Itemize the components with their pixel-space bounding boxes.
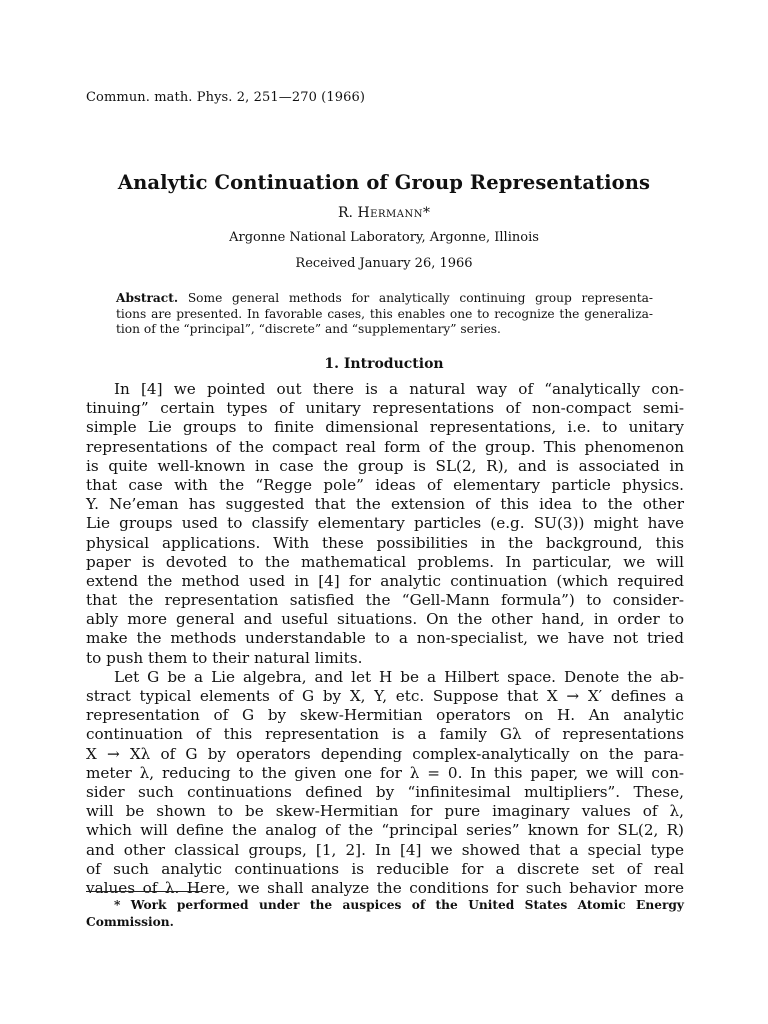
paragraph-line: representations of the compact real form of the group. This phenomenon — [86, 437, 684, 456]
paragraph-line: sider such continuations defined by “infinitesimal multipliers”. These, — [86, 782, 684, 801]
paragraph-line: is quite well-known in case the group is SL(2, R), and is associated in — [86, 456, 684, 475]
footnote-rule — [86, 891, 202, 892]
paragraph-line: physical applications. With these possibilities in the background, this — [86, 533, 684, 552]
footnote-line: * Work performed under the auspices of the United States Atomic Energy — [114, 898, 684, 912]
abstract-label: Abstract. — [116, 291, 179, 305]
paragraph-line: tinuing” certain types of unitary representations of non-compact semi- — [86, 399, 684, 418]
paragraph-line: X → Xλ of G by operators depending complex-analytically on the para- — [86, 744, 684, 763]
paragraph-line: meter λ, reducing to the given one for λ = 0. In this paper, we will con- — [86, 763, 684, 782]
paragraph-line: will be shown to be skew-Hermitian for pure imaginary values of λ, — [86, 802, 684, 821]
paragraph-line: Lie groups used to classify elementary particles (e.g. SU(3)) might have — [86, 514, 684, 533]
abstract-line: tion of the “principal”, “discrete” and “supplementary” series. — [116, 322, 501, 336]
abstract-text: Some general methods for analytically continuing group representa- — [178, 291, 653, 305]
paragraph-line: which will define the analog of the “principal series” known for SL(2, R) — [86, 821, 684, 840]
paper-title: Analytic Continuation of Group Representations — [117, 171, 651, 194]
author-affiliation: Argonne National Laboratory, Argonne, Illinois — [229, 230, 539, 245]
body-text — [86, 380, 684, 898]
paragraph-line: and other classical groups, [1, 2]. In [4] we showed that a special type — [86, 840, 684, 859]
paragraph-line: extend the method used in [4] for analytic continuation (which required — [86, 571, 684, 590]
paragraph-line: simple Lie groups to finite dimensional representations, i.e. to unitary — [86, 418, 684, 437]
paragraph-line: that the representation satisfied the “Gell-Mann formula”) to consider- — [86, 591, 684, 610]
author-initial: R. — [338, 205, 358, 221]
abstract — [116, 291, 653, 338]
abstract-line: tions are presented. In favorable cases, this enables one to recognize the generaliza- — [116, 306, 653, 321]
paragraph-line: ably more general and useful situations. On the other hand, in order to — [86, 610, 684, 629]
paragraph-line: continuation of this representation is a family Gλ of representations — [86, 725, 684, 744]
author-surname: Hermann — [357, 205, 423, 221]
author-footnote-mark: * — [422, 205, 430, 221]
paragraph-line: representation of G by skew-Hermitian operators on H. An analytic — [86, 706, 684, 725]
journal-reference: Commun. math. Phys. 2, 251—270 (1966) — [86, 90, 365, 105]
paragraph-line: Let G be a Lie algebra, and let H be a Hilbert space. Denote the ab- — [114, 667, 684, 686]
received-date: Received January 26, 1966 — [295, 256, 473, 271]
abstract-line — [116, 291, 653, 307]
paragraph-line: paper is devoted to the mathematical problems. In particular, we will — [86, 552, 684, 571]
paragraph-line: values of λ. Here, we shall analyze the conditions for such behavior more — [86, 878, 684, 897]
author-line — [0, 205, 768, 221]
paragraph-line: In [4] we pointed out there is a natural way of “analytically con- — [114, 380, 684, 398]
paragraph-line: make the methods understandable to a non-specialist, we have not tried — [86, 629, 684, 648]
section-heading: 1. Introduction — [324, 356, 444, 372]
paragraph-line: Y. Ne’eman has suggested that the extension of this idea to the other — [86, 495, 684, 514]
paragraph-line: of such analytic continuations is reducible for a discrete set of real — [86, 859, 684, 878]
footnote — [86, 897, 684, 930]
paragraph-line: that case with the “Regge pole” ideas of elementary particle physics. — [86, 475, 684, 494]
footnote-line: Commission. — [86, 914, 174, 929]
paragraph-line: stract typical elements of G by X, Y, etc. Suppose that X → X′ defines a — [86, 687, 684, 705]
paragraph-line: to push them to their natural limits. — [86, 648, 363, 667]
